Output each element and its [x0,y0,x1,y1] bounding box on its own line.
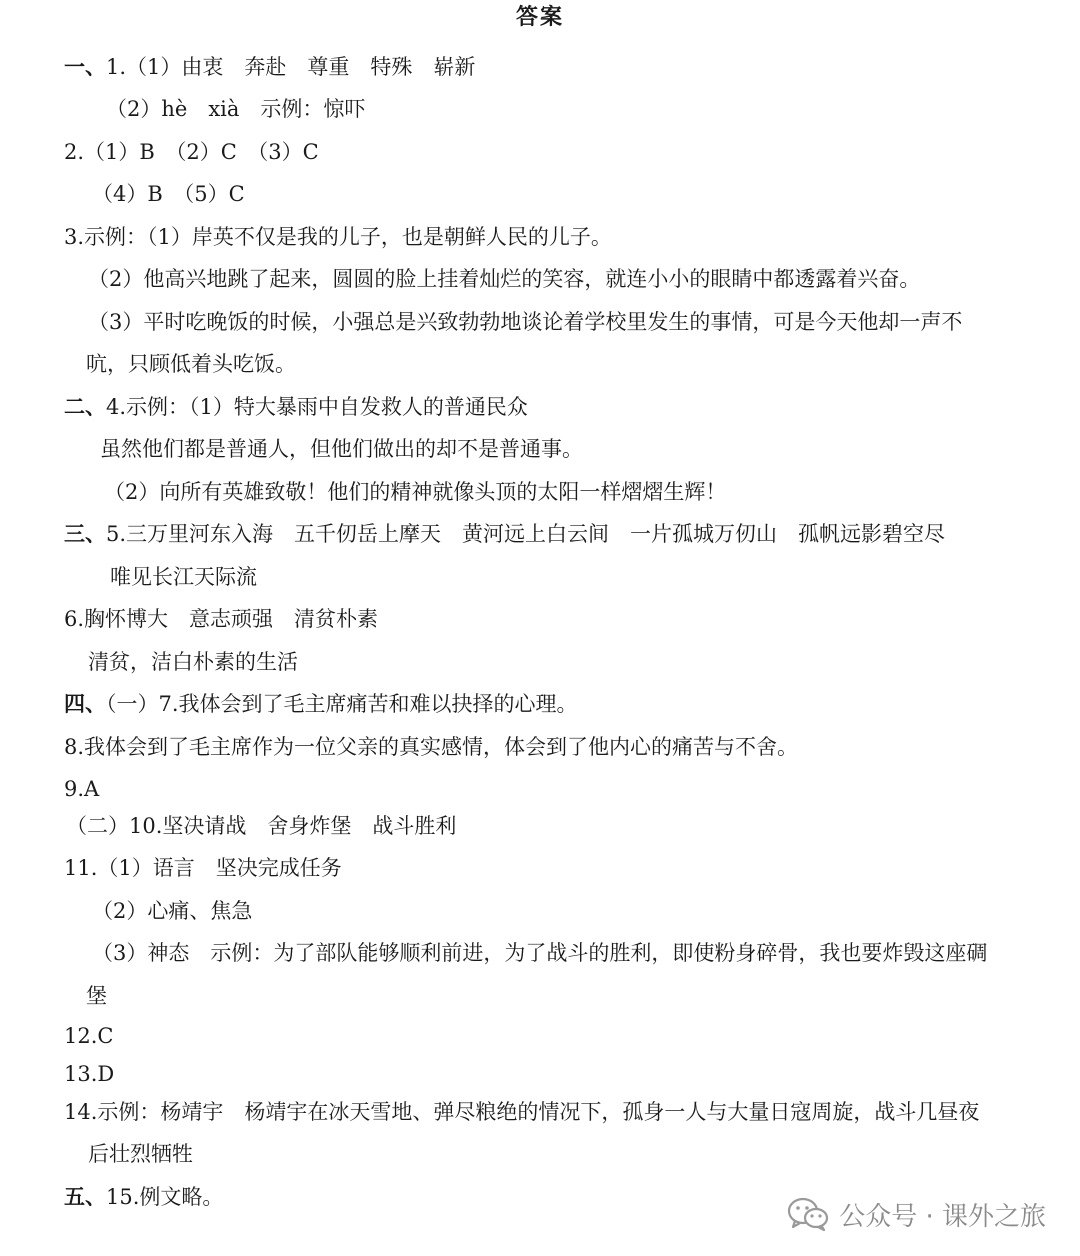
answer-line-21: （2）心痛、焦急 [92,899,253,923]
answer-line-1: 一、1.（1）由衷 奔赴 尊重 特殊 崭新 [64,55,476,79]
answer-line-15: 清贫，洁白朴素的生活 [88,650,298,674]
section-label: 三、 [64,522,106,546]
watermark [787,1192,1046,1236]
answer-line-5: 3.示例：（1）岸英不仅是我的儿子，也是朝鲜人民的儿子。 [64,225,612,249]
wechat-icon [787,1196,829,1232]
answer-line-9: 二、4.示例：（1）特大暴雨中自发救人的普通民众 [64,395,528,419]
answer-line-12: 三、5.三万里河东入海 五千仞岳上摩天 黄河远上白云间 一片孤城万仞山 孤帆远影碧空尽 [64,522,946,546]
watermark-text: 公众号 · 课外之旅 [839,1201,1046,1232]
answer-line-24: 12.C [64,1024,114,1048]
answer-line-20: 11.（1）语言 坚决完成任务 [64,856,342,880]
section-label: 五、 [64,1185,106,1209]
answer-line-16: 四、（一）7.我体会到了毛主席痛苦和难以抉择的心理。 [64,692,578,716]
page-title: 答案 [515,5,564,30]
answer-line-6: （2）他高兴地跳了起来，圆圆的脸上挂着灿烂的笑容，就连小小的眼睛中都透露着兴奋。 [88,267,921,291]
answer-line-10: 虽然他们都是普通人，但他们做出的却不是普通事。 [100,437,583,461]
answer-line-4: （4）B （5）C [92,182,245,206]
answer-line-27: 后壮烈牺牲 [88,1142,193,1166]
answer-line-2: （2）hè xià 示例：惊吓 [106,97,366,121]
answer-line-18: 9.A [64,777,100,801]
section-label: 二、 [64,395,106,419]
answer-line-26: 14.示例：杨靖宇 杨靖宇在冰天雪地、弹尽粮绝的情况下，孤身一人与大量日寇周旋，战斗几昼夜 [64,1100,980,1124]
answer-line-28: 五、15.例文略。 [64,1185,224,1209]
answer-line-19: （二）10.坚决请战 舍身炸堡 战斗胜利 [66,814,457,838]
answer-line-22: （3）神态 示例：为了部队能够顺利前进，为了战斗的胜利，即使粉身碎骨，我也要炸毁这座碉 [92,941,988,965]
section-label: 四、 [64,692,106,716]
answer-line-17: 8.我体会到了毛主席作为一位父亲的真实感情，体会到了他内心的痛苦与不舍。 [64,735,799,759]
section-label: 一、 [64,55,106,79]
answer-line-3: 2.（1）B （2）C （3）C [64,140,319,164]
answer-line-8: 吭，只顾低着头吃饭。 [86,352,296,376]
answer-line-23: 堡 [86,984,107,1008]
answer-line-11: （2）向所有英雄致敬！他们的精神就像头顶的太阳一样熠熠生辉！ [104,480,727,504]
answer-line-14: 6.胸怀博大 意志顽强 清贫朴素 [64,607,379,631]
answer-line-25: 13.D [64,1062,115,1086]
answer-line-7: （3）平时吃晚饭的时候，小强总是兴致勃勃地谈论着学校里发生的事情，可是今天他却一声不 [88,310,963,334]
answer-line-13: 唯见长江天际流 [110,565,257,589]
